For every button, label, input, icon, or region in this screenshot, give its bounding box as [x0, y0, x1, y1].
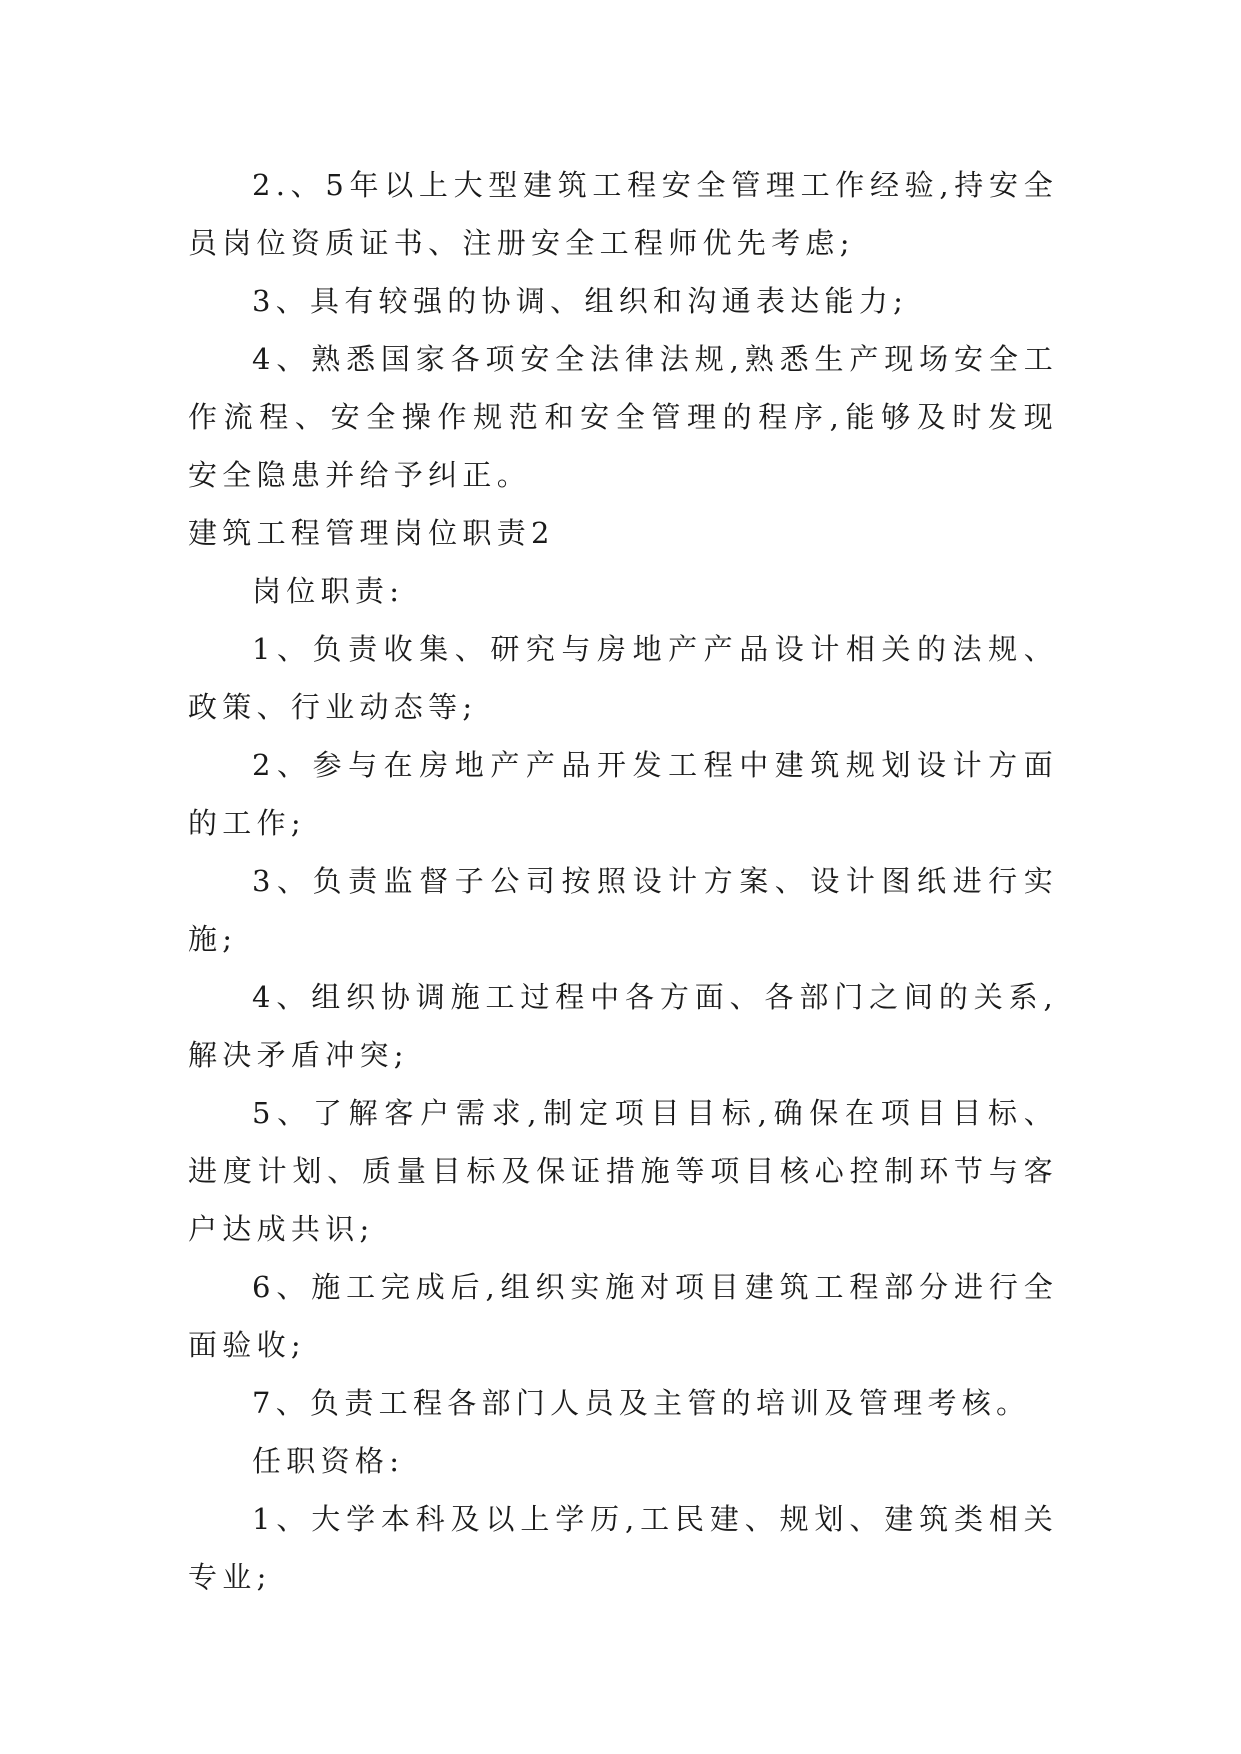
requirement-3: 3、具有较强的协调、组织和沟通表达能力; — [252, 284, 909, 318]
duty-6: 6、施工完成后,组织实施对项目建筑工程部分进行全面验收; — [188, 1270, 1058, 1362]
qualification-1: 1、大学本科及以上学历,工民建、规划、建筑类相关专业; — [188, 1502, 1058, 1594]
duty-1: 1、负责收集、研究与房地产产品设计相关的法规、政策、行业动态等; — [188, 632, 1058, 724]
requirement-2: 2.、5年以上大型建筑工程安全管理工作经验,持安全员岗位资质证书、注册安全工程师优先考虑; — [188, 168, 1058, 260]
duty-5: 5、了解客户需求,制定项目目标,确保在项目目标、进度计划、质量目标及保证措施等项目核心控制环节与客户达成共识; — [188, 1096, 1058, 1246]
duties-heading: 岗位职责: — [252, 574, 405, 608]
duty-7: 7、负责工程各部门人员及主管的培训及管理考核。 — [252, 1386, 1031, 1420]
duty-4: 4、组织协调施工过程中各方面、各部门之间的关系,解决矛盾冲突; — [188, 980, 1058, 1072]
section-heading: 建筑工程管理岗位职责2 — [188, 516, 555, 550]
duty-3: 3、负责监督子公司按照设计方案、设计图纸进行实施; — [188, 864, 1058, 956]
qualifications-heading: 任职资格: — [252, 1444, 405, 1478]
duty-2: 2、参与在房地产产品开发工程中建筑规划设计方面的工作; — [188, 748, 1058, 840]
requirement-4: 4、熟悉国家各项安全法律法规,熟悉生产现场安全工作流程、安全操作规范和安全管理的程序,能够及时发现安全隐患并给予纠正。 — [188, 342, 1058, 492]
document-body — [188, 156, 1058, 1606]
